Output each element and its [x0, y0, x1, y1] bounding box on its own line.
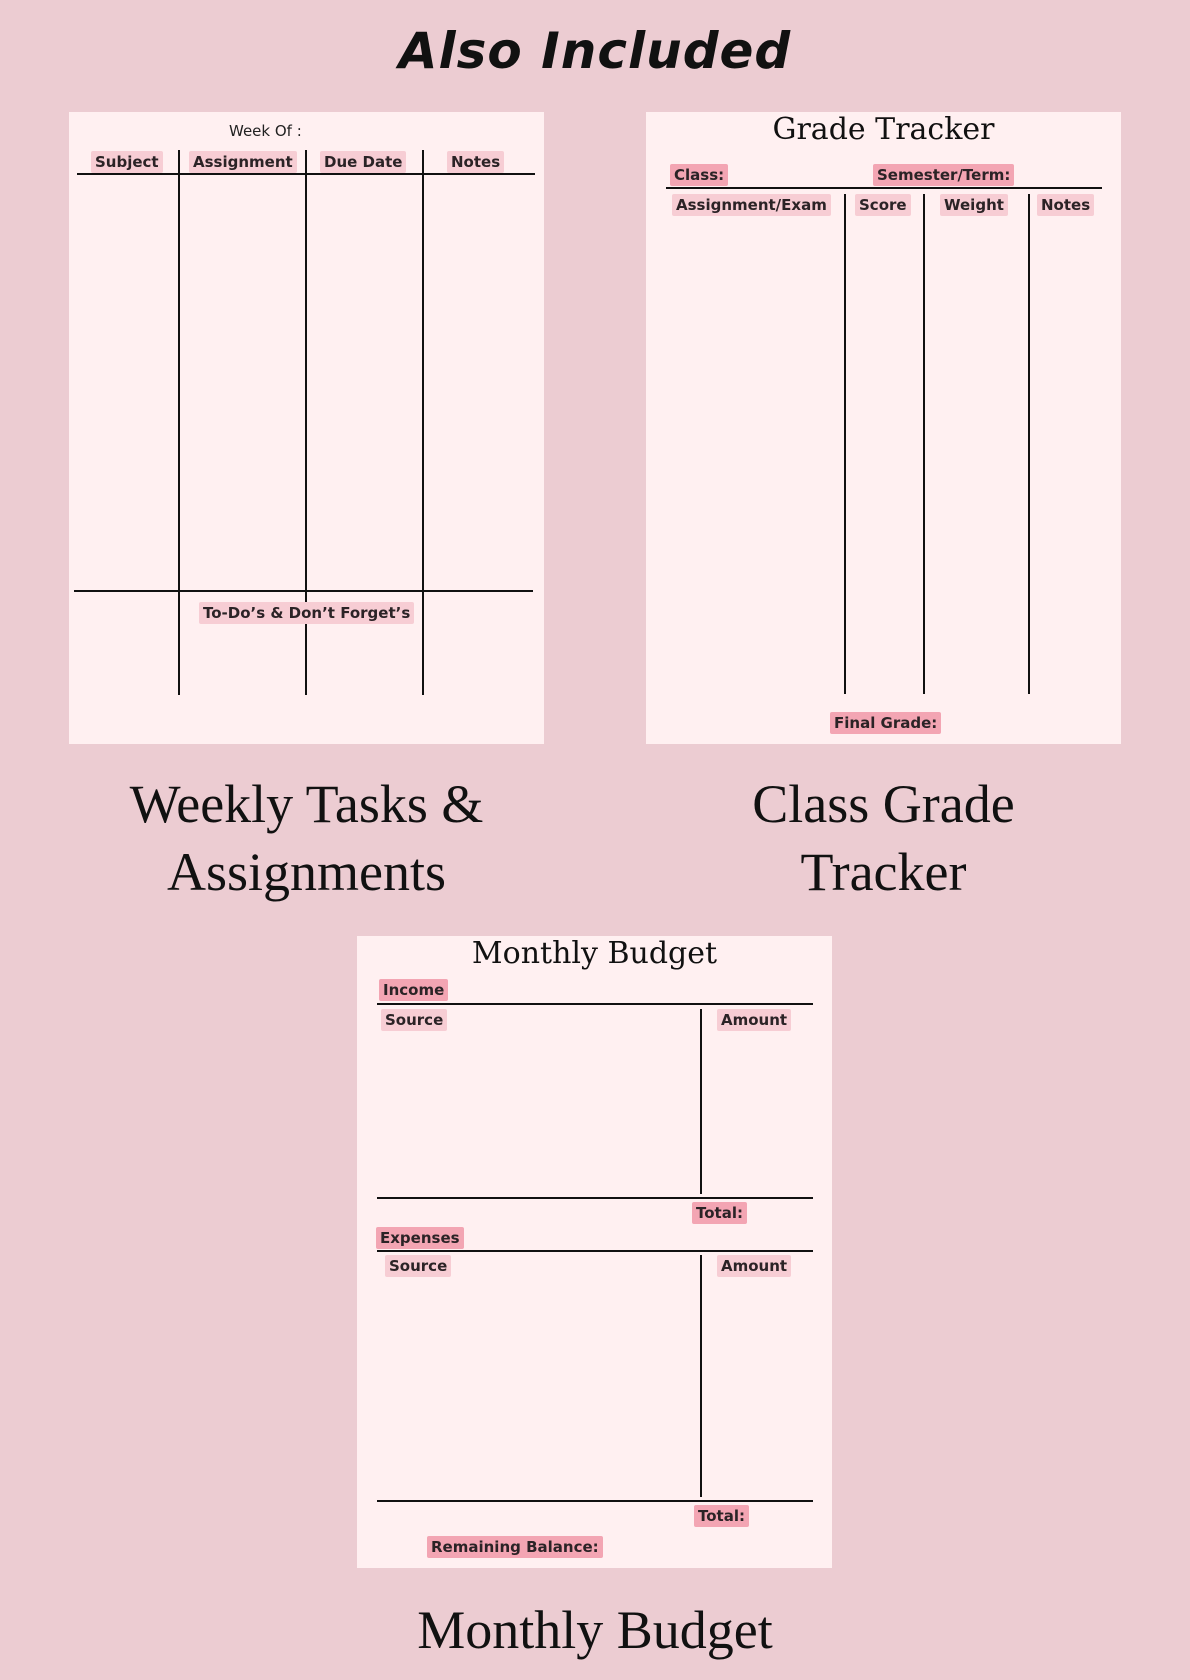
weekly-caption-line1: Weekly Tasks &: [129, 774, 484, 834]
column-divider: [1028, 194, 1030, 694]
expenses-total-rule: [377, 1500, 813, 1502]
column-score: Score: [855, 194, 911, 216]
grade-tracker-heading: Grade Tracker: [772, 112, 995, 147]
week-of-label: Week Of :: [229, 122, 302, 140]
expenses-source-label: Source: [385, 1255, 451, 1277]
todo-rule: [74, 590, 533, 592]
income-label: Income: [379, 979, 448, 1001]
column-divider: [844, 194, 846, 694]
column-weight: Weight: [940, 194, 1008, 216]
semester-label: Semester/Term:: [873, 164, 1014, 186]
weekly-tasks-caption: [69, 770, 544, 906]
income-source-label: Source: [381, 1009, 447, 1031]
weekly-caption-line2: Assignments: [166, 842, 447, 902]
grade-tracker-caption: [646, 770, 1121, 906]
grade-caption-line2: Tracker: [800, 842, 967, 902]
income-total-label: Total:: [692, 1202, 747, 1224]
column-divider: [923, 194, 925, 694]
income-total-rule: [377, 1197, 813, 1199]
expenses-label: Expenses: [376, 1227, 464, 1249]
income-amount-label: Amount: [717, 1009, 791, 1031]
expenses-rule: [377, 1250, 813, 1252]
column-assignment-exam: Assignment/Exam: [672, 194, 831, 216]
monthly-budget-heading: Monthly Budget: [471, 936, 718, 971]
page-title: Also Included: [398, 22, 792, 80]
column-notes: Notes: [1037, 194, 1094, 216]
remaining-balance-label: Remaining Balance:: [427, 1536, 603, 1558]
column-assignment: Assignment: [189, 151, 297, 173]
column-due-date: Due Date: [320, 151, 406, 173]
column-notes: Notes: [447, 151, 504, 173]
grade-caption-line1: Class Grade: [752, 774, 1015, 834]
header-rule: [666, 187, 1102, 189]
expenses-amount-label: Amount: [717, 1255, 791, 1277]
monthly-budget-caption: Monthly Budget: [417, 1600, 773, 1660]
todo-label: To-Do’s & Don’t Forget’s: [199, 602, 414, 624]
class-label: Class:: [670, 164, 728, 186]
income-rule: [377, 1003, 813, 1005]
weekly-tasks-sheet: [69, 112, 544, 744]
column-divider: [178, 150, 180, 695]
expenses-total-label: Total:: [694, 1505, 749, 1527]
income-column-divider: [700, 1009, 702, 1194]
monthly-budget-sheet: [357, 936, 832, 1568]
column-subject: Subject: [91, 151, 163, 173]
expenses-column-divider: [700, 1255, 702, 1497]
column-divider: [422, 150, 424, 695]
grade-tracker-sheet: [646, 112, 1121, 744]
final-grade-label: Final Grade:: [830, 712, 941, 734]
